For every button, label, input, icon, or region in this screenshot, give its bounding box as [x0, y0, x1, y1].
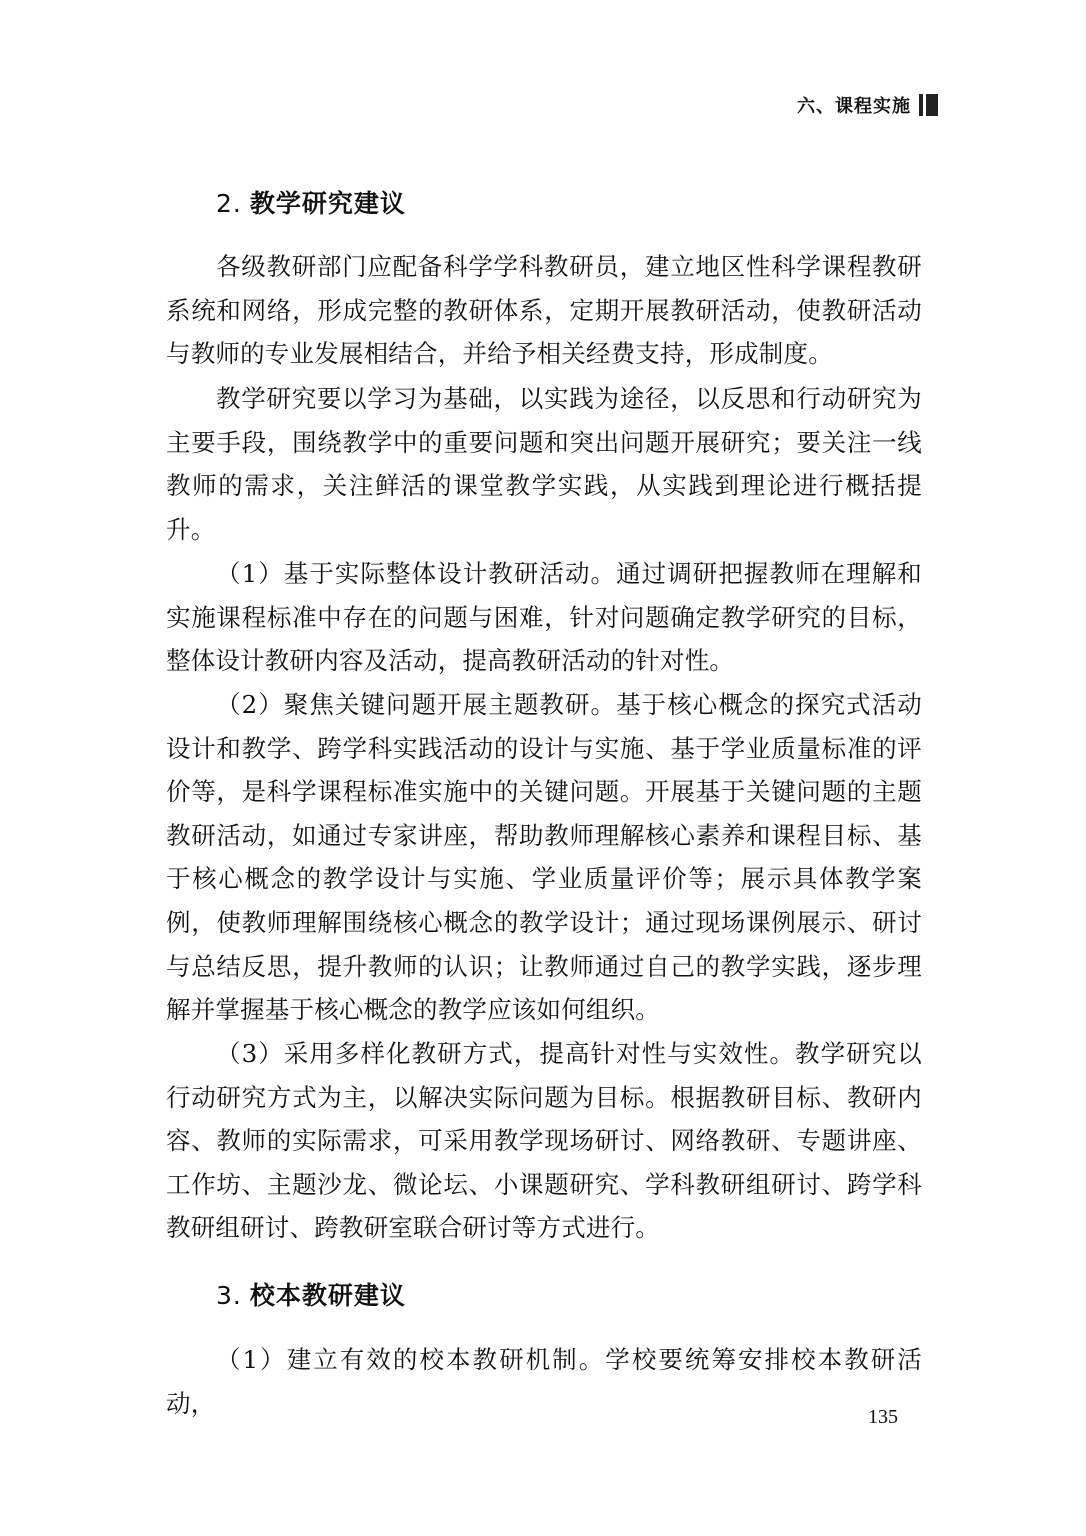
- paragraph: 教学研究要以学习为基础，以实践为途径，以反思和行动研究为主要手段，围绕教学中的重要问题和突出问题开展研究；要关注一线教师的需求，关注鲜活的课堂教学实践，从实践到理论进行概括提升。: [166, 384, 922, 544]
- paragraph: 各级教研部门应配备科学学科教研员，建立地区性科学课程教研系统和网络，形成完整的教研体系，定期开展教研活动，使教研活动与教师的专业发展相结合，并给予相关经费支持，形成制度。: [166, 252, 922, 369]
- section-title: 教学研究建议: [249, 189, 406, 218]
- section-number: 2.: [216, 189, 242, 218]
- running-head-title: 六、课程实施: [797, 96, 911, 117]
- paragraph: （1）基于实际整体设计教研活动。通过调研把握教师在理解和实施课程标准中存在的问题与困难，针对问题确定教学研究的目标，整体设计教研内容及活动，提高教研活动的针对性。: [166, 559, 922, 676]
- paragraph: （1）建立有效的校本教研机制。学校要统筹安排校本教研活动，: [166, 1345, 922, 1418]
- section-title: 校本教研建议: [249, 1281, 406, 1310]
- running-head-bar-icon: [919, 94, 938, 116]
- running-head: [797, 92, 938, 118]
- section-number: 3.: [216, 1281, 242, 1310]
- section-heading-3: [216, 1276, 406, 1312]
- section-heading-2: [216, 184, 406, 220]
- page-number: 135: [868, 1406, 898, 1428]
- paragraph: （3）采用多样化教研方式，提高针对性与实效性。教学研究以行动研究方式为主，以解决实际问题为目标。根据教研目标、教研内容、教师的实际需求，可采用教学现场研讨、网络教研、专题讲座、工作坊、主题沙龙、微论坛、小课题研究、学科教研组研讨、跨学科教研组研讨、跨教研室联合研讨等方式进行。: [166, 1039, 922, 1243]
- paragraph: （2）聚焦关键问题开展主题教研。基于核心概念的探究式活动设计和教学、跨学科实践活动的设计与实施、基于学业质量标准的评价等，是科学课程标准实施中的关键问题。开展基于关键问题的主题教研活动，如通过专家讲座，帮助教师理解核心素养和课程目标、基于核心概念的教学设计与实施、学业质量评价等；展示具体教学案例，使教师理解围绕核心概念的教学设计；通过现场课例展示、研讨与总结反思，提升教师的认识；让教师通过自己的教学实践，逐步理解并掌握基于核心概念的教学应该如何组织。: [166, 690, 922, 1025]
